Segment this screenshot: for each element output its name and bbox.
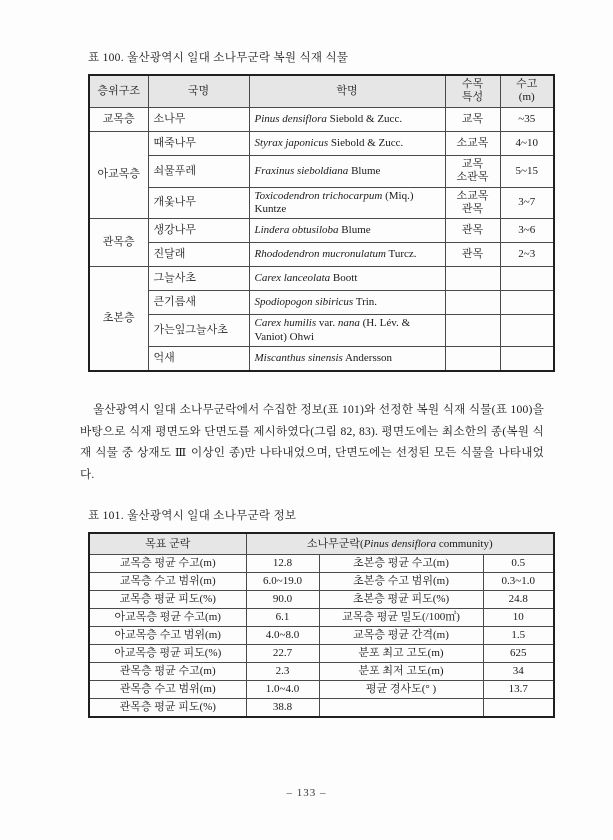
table100-col-header-1: 국명 bbox=[148, 75, 249, 107]
info-value-cell: 38.8 bbox=[246, 699, 319, 718]
info-value-cell: 2.3 bbox=[246, 663, 319, 681]
scientific-name-cell: Carex lanceolata Boott bbox=[249, 267, 445, 291]
info-value-cell bbox=[483, 699, 554, 718]
trait-cell: 소교목 bbox=[445, 131, 500, 155]
height-cell bbox=[500, 267, 554, 291]
korean-name-cell: 때죽나무 bbox=[148, 131, 249, 155]
table100-col-header-4: 수고 (m) bbox=[500, 75, 554, 107]
body-paragraph: 울산광역시 일대 소나무군락에서 수집한 정보(표 101)와 선정한 복원 식재 식물(표 100)을 바탕으로 식재 평면도와 단면도를 제시하였다(그림 82, 83). 평면도에는 최소한의 종(복원 식재 식물 중 상재도 Ⅲ 이상인 종)만 나타내었으며, 단면도에는 선정된 모든 식물을 나타내었다. bbox=[80, 403, 544, 481]
info-row bbox=[89, 699, 554, 718]
korean-name-cell: 소나무 bbox=[148, 107, 249, 131]
table100-col-header-2: 학명 bbox=[249, 75, 445, 107]
info-row bbox=[89, 609, 554, 627]
scientific-name-cell: Fraxinus sieboldiana Blume bbox=[249, 155, 445, 187]
trait-cell: 관목 bbox=[445, 219, 500, 243]
table101-title: 표 101. 울산광역시 일대 소나무군락 정보 bbox=[88, 510, 297, 523]
info-label-cell: 교목층 평균 간격(m) bbox=[319, 627, 483, 645]
info-row bbox=[89, 681, 554, 699]
info-label-cell: 분포 최저 고도(m) bbox=[319, 663, 483, 681]
info-label-cell: 아교목층 수고 범위(m) bbox=[89, 627, 246, 645]
info-value-cell: 6.0~19.0 bbox=[246, 573, 319, 591]
trait-cell: 관목 bbox=[445, 243, 500, 267]
trait-cell: 교목 bbox=[445, 107, 500, 131]
korean-name-cell: 생강나무 bbox=[148, 219, 249, 243]
plant-row bbox=[89, 315, 554, 347]
restoration-plant-table bbox=[88, 74, 555, 372]
info-label-cell: 관목층 평균 수고(m) bbox=[89, 663, 246, 681]
info-value-cell: 4.0~8.0 bbox=[246, 627, 319, 645]
scientific-name-cell: Carex humilis var. nana (H. Lév. & Vaniot) Ohwi bbox=[249, 315, 445, 347]
info-value-cell: 22.7 bbox=[246, 645, 319, 663]
plant-row bbox=[89, 155, 554, 187]
korean-name-cell: 진달래 bbox=[148, 243, 249, 267]
community-name-header-cell: 소나무군락(Pinus densiflora community) bbox=[246, 533, 554, 555]
info-value-cell: 6.1 bbox=[246, 609, 319, 627]
page-content bbox=[80, 49, 553, 718]
plant-row bbox=[89, 219, 554, 243]
scientific-name-cell: Pinus densiflora Siebold & Zucc. bbox=[249, 107, 445, 131]
info-value-cell: 625 bbox=[483, 645, 554, 663]
scientific-name-cell: Toxicodendron trichocarpum (Miq.) Kuntze bbox=[249, 187, 445, 219]
height-cell: ~35 bbox=[500, 107, 554, 131]
scientific-name-cell: Styrax japonicus Siebold & Zucc. bbox=[249, 131, 445, 155]
scientific-name-cell: Lindera obtusiloba Blume bbox=[249, 219, 445, 243]
plant-row bbox=[89, 347, 554, 372]
info-label-cell: 교목층 평균 피도(%) bbox=[89, 591, 246, 609]
korean-name-cell: 쇠물푸레 bbox=[148, 155, 249, 187]
info-row bbox=[89, 663, 554, 681]
info-label-cell: 교목층 평균 밀도(/100㎡) bbox=[319, 609, 483, 627]
trait-cell: 교목 소관목 bbox=[445, 155, 500, 187]
info-row bbox=[89, 555, 554, 573]
plant-row bbox=[89, 291, 554, 315]
table101-header-row bbox=[89, 533, 554, 555]
info-value-cell: 0.3~1.0 bbox=[483, 573, 554, 591]
height-cell: 3~7 bbox=[500, 187, 554, 219]
plant-row bbox=[89, 131, 554, 155]
info-value-cell: 90.0 bbox=[246, 591, 319, 609]
layer-cell: 관목층 bbox=[89, 219, 148, 267]
height-cell: 2~3 bbox=[500, 243, 554, 267]
height-cell bbox=[500, 291, 554, 315]
height-cell: 3~6 bbox=[500, 219, 554, 243]
trait-cell bbox=[445, 291, 500, 315]
info-value-cell: 13.7 bbox=[483, 681, 554, 699]
info-label-cell: 초본층 평균 피도(%) bbox=[319, 591, 483, 609]
plant-row bbox=[89, 243, 554, 267]
korean-name-cell: 개옻나무 bbox=[148, 187, 249, 219]
info-value-cell: 10 bbox=[483, 609, 554, 627]
layer-cell: 초본층 bbox=[89, 267, 148, 371]
info-value-cell: 24.8 bbox=[483, 591, 554, 609]
scientific-name-cell: Rhododendron mucronulatum Turcz. bbox=[249, 243, 445, 267]
table100-title: 표 100. 울산광역시 일대 소나무군락 복원 식재 식물 bbox=[88, 52, 349, 64]
info-label-cell: 관목층 평균 피도(%) bbox=[89, 699, 246, 718]
info-label-cell: 분포 최고 고도(m) bbox=[319, 645, 483, 663]
info-label-cell: 교목층 수고 범위(m) bbox=[89, 573, 246, 591]
plant-row bbox=[89, 107, 554, 131]
community-info-table bbox=[88, 532, 555, 718]
scientific-name-cell: Spodiopogon sibiricus Trin. bbox=[249, 291, 445, 315]
table100-header-row bbox=[89, 75, 554, 107]
korean-name-cell: 그늘사초 bbox=[148, 267, 249, 291]
table100-col-header-0: 층위구조 bbox=[89, 75, 148, 107]
info-value-cell: 34 bbox=[483, 663, 554, 681]
layer-cell: 교목층 bbox=[89, 107, 148, 131]
info-row bbox=[89, 627, 554, 645]
plant-row bbox=[89, 187, 554, 219]
info-value-cell: 1.0~4.0 bbox=[246, 681, 319, 699]
info-row bbox=[89, 591, 554, 609]
scientific-name-cell: Miscanthus sinensis Andersson bbox=[249, 347, 445, 372]
info-label-cell: 교목층 평균 수고(m) bbox=[89, 555, 246, 573]
table101-body bbox=[89, 555, 554, 718]
layer-cell: 아교목층 bbox=[89, 131, 148, 219]
table101-header bbox=[89, 533, 554, 555]
info-row bbox=[89, 573, 554, 591]
height-cell: 4~10 bbox=[500, 131, 554, 155]
info-label-cell: 관목층 수고 범위(m) bbox=[89, 681, 246, 699]
korean-name-cell: 가는잎그늘사초 bbox=[148, 315, 249, 347]
info-label-cell: 평균 경사도(° ) bbox=[319, 681, 483, 699]
info-label-cell: 초본층 평균 수고(m) bbox=[319, 555, 483, 573]
info-label-cell bbox=[319, 699, 483, 718]
info-label-cell: 아교목층 평균 피도(%) bbox=[89, 645, 246, 663]
info-value-cell: 12.8 bbox=[246, 555, 319, 573]
table100-col-header-3: 수목 특성 bbox=[445, 75, 500, 107]
info-label-cell: 초본층 수고 범위(m) bbox=[319, 573, 483, 591]
trait-cell: 소교목 관목 bbox=[445, 187, 500, 219]
info-value-cell: 1.5 bbox=[483, 627, 554, 645]
height-cell: 5~15 bbox=[500, 155, 554, 187]
korean-name-cell: 억새 bbox=[148, 347, 249, 372]
height-cell bbox=[500, 347, 554, 372]
table100-body bbox=[89, 107, 554, 371]
korean-name-cell: 큰기름새 bbox=[148, 291, 249, 315]
trait-cell bbox=[445, 315, 500, 347]
trait-cell bbox=[445, 267, 500, 291]
trait-cell bbox=[445, 347, 500, 372]
page-number: – 133 – bbox=[286, 787, 327, 799]
table100-header bbox=[89, 75, 554, 107]
target-community-header-cell: 목표 군락 bbox=[89, 533, 246, 555]
height-cell bbox=[500, 315, 554, 347]
info-label-cell: 아교목층 평균 수고(m) bbox=[89, 609, 246, 627]
info-value-cell: 0.5 bbox=[483, 555, 554, 573]
plant-row bbox=[89, 267, 554, 291]
info-row bbox=[89, 645, 554, 663]
